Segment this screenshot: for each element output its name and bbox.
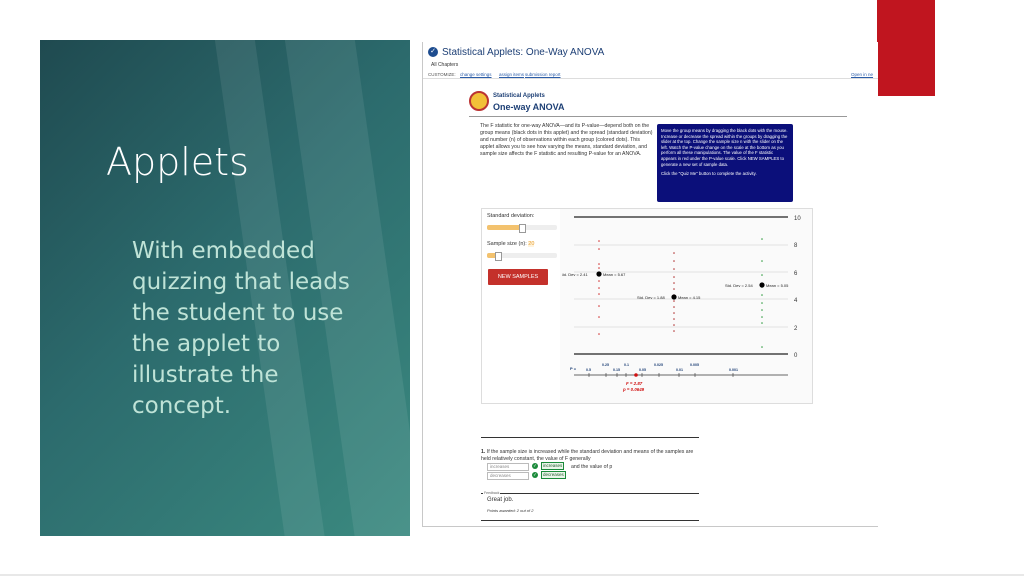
divider <box>481 493 699 494</box>
y-tick-label: 6 <box>794 271 798 277</box>
feedback-text: Great job. <box>487 497 514 503</box>
change-settings-link[interactable]: change settings <box>460 72 492 77</box>
p-tick-label: 0.5 <box>586 368 591 372</box>
answer-f-correct: increases <box>543 463 563 468</box>
instructions-box <box>657 124 793 202</box>
anova-plot-svg[interactable] <box>562 209 812 403</box>
std-dev-slider-handle[interactable] <box>519 224 526 233</box>
group3-mean-label: Mean = 5.05 <box>766 283 789 288</box>
y-tick-label: 2 <box>794 326 798 332</box>
group2-std-label: Std. Dev = 1.88 <box>637 295 665 300</box>
p-tick-label: 0.025 <box>654 363 663 367</box>
new-samples-button[interactable]: NEW SAMPLES <box>488 269 548 285</box>
applet-logo-icon: ✓ <box>428 47 438 57</box>
std-dev-label: Standard deviation: <box>487 213 535 219</box>
applet-screenshot <box>422 42 878 527</box>
slide-body: With embedded quizzing that leads the student to use the applet to illustrate the concept. <box>132 238 350 419</box>
divider <box>481 520 699 521</box>
p-value: p = 0.0649 <box>623 387 645 392</box>
anova-applet <box>481 208 813 404</box>
y-tick-label: 4 <box>794 298 798 304</box>
sample-size-slider-handle[interactable] <box>495 252 502 261</box>
applet-heading: One-way ANOVA <box>493 102 565 112</box>
group3-observations <box>761 238 763 348</box>
group2-observations <box>673 252 675 332</box>
p-tick-label: 0.15 <box>613 368 620 372</box>
p-tick-label: 0.05 <box>639 368 646 372</box>
std-dev-fill <box>487 225 522 230</box>
slide-title: Applets <box>106 140 249 184</box>
applet-controls <box>482 209 560 403</box>
p-tick-label: 0.001 <box>729 368 738 372</box>
customize-label: CUSTOMIZE: <box>428 72 456 77</box>
p-scale-label: P = <box>570 366 577 371</box>
group2-mean-handle[interactable] <box>671 294 676 299</box>
question-text: If the sample size is increased while the standard deviation and means of the samples are held relatively constant, the value of F generally <box>481 449 694 462</box>
question-middle-text: and the value of p <box>571 464 613 470</box>
group3-std-label: Std. Dev = 2.54 <box>725 283 753 288</box>
instructions-quiz-text: Click the "Quiz Me" button to complete the activity. <box>661 171 757 177</box>
group1-std-label: Std. Dev = 2.41 <box>562 272 588 277</box>
answer-select-p[interactable]: decreases <box>487 472 529 480</box>
divider <box>469 116 847 117</box>
f-statistic: F = 2.87 <box>626 381 643 386</box>
statistical-applets-logo <box>469 91 489 111</box>
y-tick-label: 10 <box>794 216 801 222</box>
answer-select-f[interactable]: increases <box>487 463 529 471</box>
applet-description: The F statistic for one-way ANOVA—and its P-value—depend both on the group means (black dots in this applet) and the spread (standard deviation) and number (n) of observations within each group (colored dots). This applet allows you to see how varying the means, standard deviation, and sample size affects the F statistic and resulting P-value for an ANOVA. <box>480 123 653 157</box>
p-tick-label: 0.1 <box>624 363 629 367</box>
correct-check-icon: ✓ <box>533 463 537 468</box>
sample-size-value: 20 <box>528 241 535 247</box>
applet-subtitle: Statistical Applets <box>493 93 545 99</box>
y-tick-label: 0 <box>794 353 798 359</box>
p-tick-label: 0.25 <box>602 363 609 367</box>
window-title: Statistical Applets: One-Way ANOVA <box>442 47 605 58</box>
y-tick-label: 8 <box>794 243 798 249</box>
question-number: 1. <box>481 449 486 455</box>
group1-mean-label: Mean = 5.67 <box>603 272 626 277</box>
group1-mean-handle[interactable] <box>596 271 601 276</box>
p-value-marker <box>634 373 638 377</box>
feedback-label: Feedback <box>484 491 500 495</box>
points-awarded: Points awarded: 2 out of 2 <box>487 508 534 513</box>
correct-check-icon: ✓ <box>533 472 537 477</box>
chapters-link[interactable]: All Chapters <box>431 62 459 68</box>
group1-observations <box>598 240 600 335</box>
accent-tab <box>877 0 935 96</box>
anova-plot[interactable] <box>562 209 812 403</box>
p-tick-label: 0.01 <box>676 368 683 372</box>
instructions-text: Move the group means by dragging the black dots with the mouse. Increase or decrease the spread within the groups by dragging the slider at the top. Change the sample size n with the slider on the left. Watch the P-value change on the scale at the bottom as you perform all these manipulations. The value of the F statistic appears in red under the P-value scale. Click NEW SAMPLES to generate a new set of sample data. <box>661 128 788 167</box>
answer-p-correct: decreases <box>543 472 564 477</box>
slide-panel <box>40 40 410 536</box>
customize-bar <box>423 70 878 79</box>
open-new-window-link[interactable]: Open in ne <box>851 72 874 77</box>
submission-report-link[interactable]: submission report <box>525 72 561 77</box>
quiz-question <box>481 449 701 463</box>
p-tick-label: 0.005 <box>690 363 699 367</box>
group2-mean-label: Mean = 4.15 <box>678 295 701 300</box>
assign-items-link[interactable]: assign items <box>499 72 525 77</box>
group3-mean-handle[interactable] <box>759 282 764 287</box>
divider <box>481 437 699 438</box>
sample-size-label: Sample size (n): 20 <box>487 241 535 247</box>
